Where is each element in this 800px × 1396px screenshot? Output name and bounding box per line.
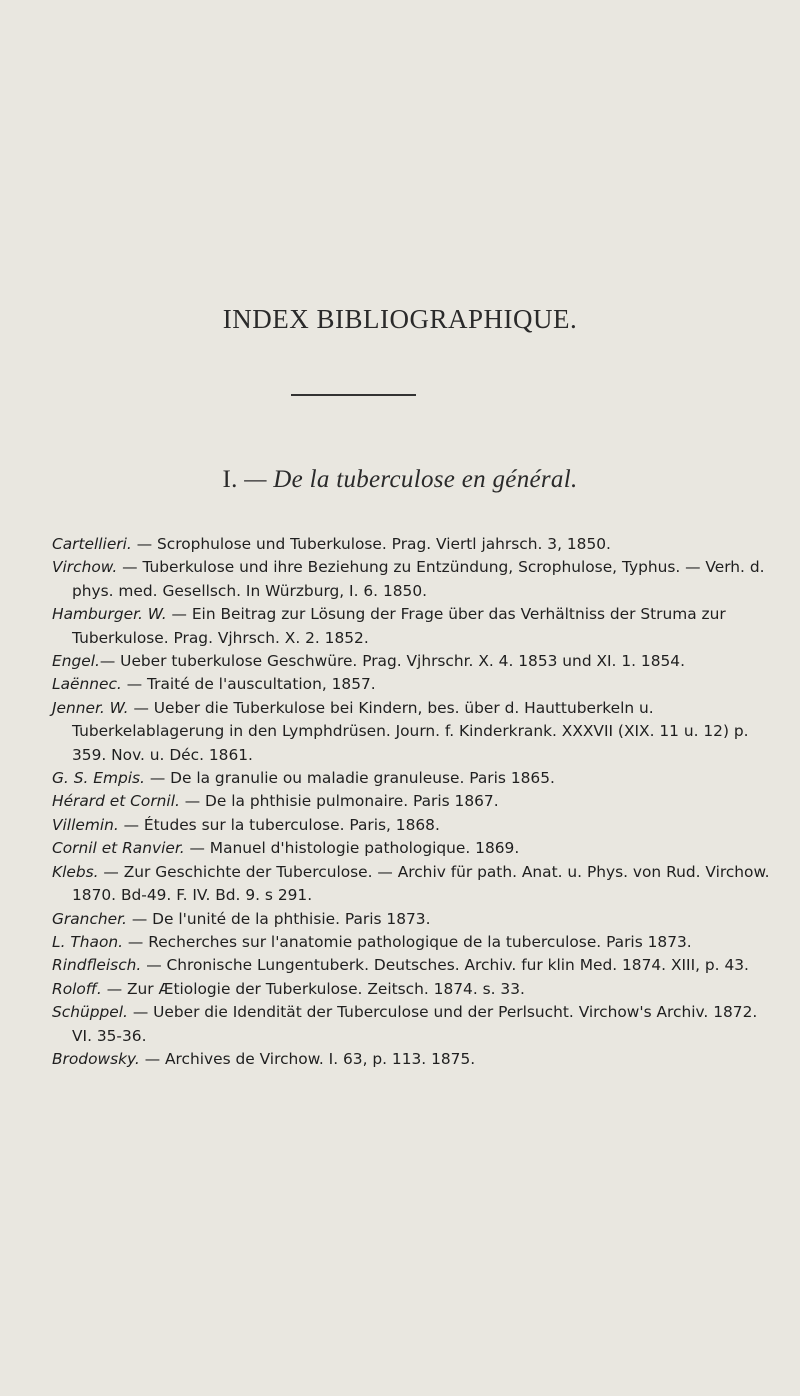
bibliography-entry bbox=[52, 1001, 772, 1048]
entry-text: — Scrophulose und Tuberkulose. Prag. Viertl jahrsch. 3, 1850. bbox=[131, 535, 611, 553]
entry-author: Roloff. bbox=[52, 979, 102, 998]
entry-author: Brodowsky. bbox=[52, 1049, 140, 1068]
entry-author: L. Thaon. bbox=[52, 932, 124, 951]
section-number: I. bbox=[222, 466, 238, 493]
entry-text: — Zur Geschichte der Tuberculose. — Archiv für path. Anat. u. Phys. von Rud. Virchow. 1870. Bd-49. F. IV. Bd. 9. s 291. bbox=[72, 862, 770, 905]
entry-author: Cornil et Ranvier. bbox=[52, 839, 185, 858]
index-title: INDEX BIBLIOGRAPHIQUE. bbox=[222, 304, 578, 334]
bibliography-entry bbox=[52, 556, 772, 603]
entry-text: — Archives de Virchow. I. 63, p. 113. 1875. bbox=[139, 1049, 476, 1068]
entry-author: Schüppel. bbox=[52, 1003, 128, 1022]
entry-author: Rindfleisch. bbox=[52, 956, 142, 975]
bibliography-entry bbox=[52, 908, 772, 931]
entry-text: — Ueber die Idendität der Tuberculose und der Perlsucht. Virchow's Archiv. 1872. VI. 35-36. bbox=[72, 1003, 758, 1045]
section-title-text: — De la tuberculose en général. bbox=[244, 466, 578, 493]
entry-author: Jenner. W. bbox=[52, 698, 129, 717]
entry-text: — Chronische Lungentuberk. Deutsches. Archiv. fur klin Med. 1874. XIII, p. 43. bbox=[141, 956, 749, 975]
bibliography-entry bbox=[52, 1048, 772, 1071]
bibliography-entry bbox=[52, 673, 772, 696]
entry-author: Villemin. bbox=[52, 815, 119, 834]
entry-text: — Ueber die Tuberkulose bei Kindern, bes. über d. Hauttuberkeln u. Tuberkelablagerung in den Lymphdrüsen. Journ. f. Kinderkrank. XXXVII (XIX. 11 u. 12) p. 359. Nov. u. Déc. 1861. bbox=[72, 698, 749, 764]
entry-text: — De la granulie ou maladie granuleuse. Paris 1865. bbox=[144, 769, 555, 788]
bibliography-entry bbox=[52, 790, 772, 813]
bibliography-entry bbox=[52, 603, 772, 650]
entry-author: Engel. bbox=[52, 652, 100, 671]
bibliography-entry bbox=[52, 533, 772, 556]
entry-author: Laënnec. bbox=[52, 675, 122, 694]
title-divider bbox=[291, 394, 416, 396]
entry-text: — Tuberkulose und ihre Beziehung zu Entzündung, Scrophulose, Typhus. — Verh. d. phys. med. Gesellsch. In Würzburg, I. 6. 1850. bbox=[72, 558, 765, 600]
bibliography-entry bbox=[52, 861, 772, 908]
section-heading bbox=[0, 466, 800, 494]
entry-author: Cartellieri. bbox=[52, 535, 132, 553]
entry-text: — De la phthisie pulmonaire. Paris 1867. bbox=[179, 792, 499, 811]
bibliography-entry bbox=[52, 931, 772, 954]
entry-text: — Ueber tuberkulose Geschwüre. Prag. Vjhrschr. X. 4. 1853 und XI. 1. 1854. bbox=[99, 652, 685, 671]
entry-text: — Manuel d'histologie pathologique. 1869. bbox=[184, 839, 520, 858]
entry-author: G. S. Empis. bbox=[52, 769, 145, 788]
bibliography-entry bbox=[52, 978, 772, 1001]
entry-author: Hérard et Cornil. bbox=[52, 792, 180, 811]
entry-text: — Zur Ætiologie der Tuberkulose. Zeitsch. 1874. s. 33. bbox=[101, 979, 525, 998]
entry-author: Virchow. bbox=[52, 558, 118, 577]
entry-text: — Ein Beitrag zur Lösung der Frage über das Verhältniss der Struma zur Tuberkulose. Prag. Vjhrsch. X. 2. 1852. bbox=[72, 605, 726, 647]
bibliography-entry bbox=[52, 697, 772, 767]
entry-author: Grancher. bbox=[52, 909, 127, 928]
entry-author: Hamburger. W. bbox=[52, 605, 167, 624]
entry-text: — Études sur la tuberculose. Paris, 1868. bbox=[118, 815, 440, 834]
bibliography-list bbox=[52, 533, 772, 1071]
entry-text: — Recherches sur l'anatomie pathologique de la tuberculose. Paris 1873. bbox=[123, 932, 692, 951]
bibliography-entry bbox=[52, 767, 772, 790]
entry-text: — De l'unité de la phthisie. Paris 1873. bbox=[126, 909, 431, 928]
bibliography-entry bbox=[52, 650, 772, 673]
bibliography-entry bbox=[52, 837, 772, 860]
entry-author: Klebs. bbox=[52, 862, 99, 881]
bibliography-entry bbox=[52, 954, 772, 977]
entry-text: — Traité de l'auscultation, 1857. bbox=[121, 675, 376, 694]
bibliography-entry bbox=[52, 814, 772, 837]
